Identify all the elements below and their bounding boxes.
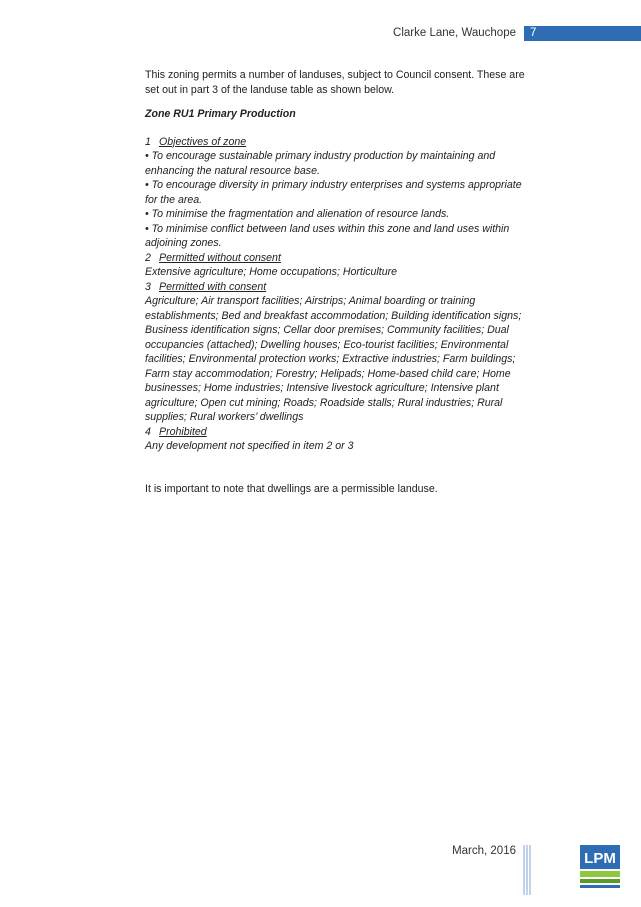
permitted-without-consent-heading bbox=[145, 251, 530, 266]
header-accent-bar bbox=[524, 26, 641, 41]
logo-green-stripe bbox=[580, 871, 620, 877]
footer-divider-lines bbox=[523, 845, 533, 895]
document-body bbox=[145, 68, 530, 496]
intro-paragraph: This zoning permits a number of landuses, subject to Council consent. These are set out in part 3 of the landuse table as shown below. bbox=[145, 69, 525, 96]
section-title: Permitted with consent bbox=[159, 280, 267, 293]
lpm-logo bbox=[580, 845, 620, 890]
objective-item: • To encourage diversity in primary industry enterprises and systems appropriate for the area. bbox=[145, 179, 522, 206]
section-title: Objectives of zone bbox=[159, 135, 247, 148]
logo-blue-stripe bbox=[580, 885, 620, 888]
section-number: 2 bbox=[145, 251, 151, 264]
section-title: Prohibited bbox=[159, 425, 207, 438]
permitted-with-consent-heading bbox=[145, 280, 530, 295]
objective-item: • To minimise the fragmentation and alienation of resource lands. bbox=[145, 208, 450, 220]
logo-text: LPM bbox=[584, 850, 616, 867]
objectives-heading bbox=[145, 135, 530, 150]
footer-date: March, 2016 bbox=[452, 845, 516, 857]
zone-sections bbox=[145, 135, 530, 454]
prohibited-heading bbox=[145, 425, 530, 440]
permitted-without-consent-text: Extensive agriculture; Home occupations; Horticulture bbox=[145, 266, 398, 278]
objective-item: • To minimise conflict between land uses within this zone and land uses within adjoining zones. bbox=[145, 222, 510, 249]
prohibited-text: Any development not specified in item 2 or 3 bbox=[145, 440, 354, 452]
header-title: Clarke Lane, Wauchope bbox=[393, 27, 516, 39]
zone-heading: Zone RU1 Primary Production bbox=[145, 108, 296, 120]
closing-paragraph: It is important to note that dwellings are a permissible landuse. bbox=[145, 482, 438, 495]
section-number: 1 bbox=[145, 135, 151, 148]
page-number: 7 bbox=[530, 27, 537, 39]
section-number: 3 bbox=[145, 280, 151, 293]
permitted-with-consent-text: Agriculture; Air transport facilities; Airstrips; Animal boarding or training establishments; Bed and breakfast accommodation; Building identification signs; Business identification signs; Cellar door premises; Community facilities; Dual occupancies (attached); Dwelling houses; Eco-tourist facilities; Environmental facilities; Environmental protection works; Extractive industries; Farm buildings; Farm stay accommodation; Forestry; Helipads; Home-based child care; Home businesses; Home industries; Intensive livestock agriculture; Intensive plant agriculture; Open cut mining; Roads; Roadside stalls; Rural industries; Rural supplies; Rural workers’ dwellings bbox=[145, 295, 522, 423]
logo-dark-green-stripe bbox=[580, 879, 620, 883]
section-title: Permitted without consent bbox=[159, 251, 281, 264]
section-number: 4 bbox=[145, 425, 151, 438]
objective-item: • To encourage sustainable primary industry production by maintaining and enhancing the natural resource base. bbox=[145, 150, 496, 177]
